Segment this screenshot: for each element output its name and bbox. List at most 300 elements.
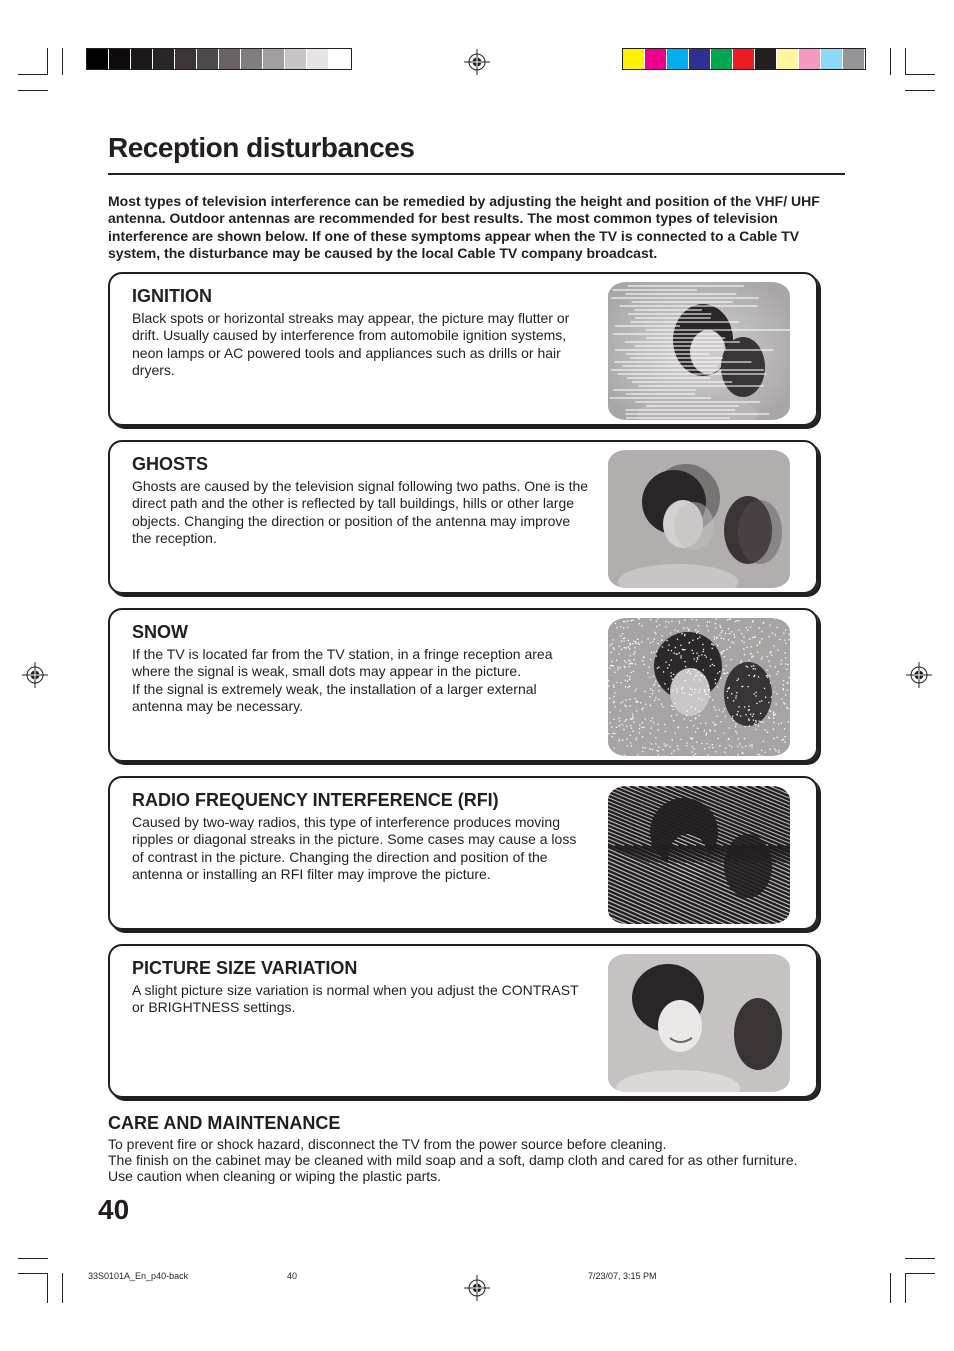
crop-mark: [18, 1258, 48, 1259]
snow-dot: [729, 745, 730, 746]
snow-dot: [644, 664, 645, 665]
snow-dot: [767, 677, 768, 678]
snow-dot: [625, 706, 626, 707]
snow-dot: [675, 647, 676, 648]
snow-dot: [642, 736, 643, 737]
snow-dot: [613, 687, 614, 688]
snow-dot: [684, 680, 685, 681]
snow-dot: [669, 664, 670, 665]
snow-dot: [707, 755, 708, 756]
snow-dot: [641, 642, 642, 643]
snow-dot: [684, 634, 685, 635]
snow-dot: [769, 718, 770, 719]
snow-dot: [760, 721, 761, 722]
snow-dot: [728, 739, 729, 740]
snow-dot: [783, 688, 784, 689]
snow-dot: [609, 753, 610, 754]
snow-dot: [761, 750, 762, 751]
snow-dot: [644, 691, 645, 692]
snow-dot: [784, 652, 785, 653]
snow-dot: [784, 728, 785, 729]
snow-dot: [692, 737, 693, 738]
snow-dot: [712, 648, 713, 649]
snow-dot: [684, 649, 685, 650]
snow-dot: [770, 682, 771, 683]
section-body: [132, 982, 590, 1017]
snow-dot: [694, 658, 695, 659]
snow-dot: [678, 621, 679, 622]
snow-dot: [733, 700, 734, 701]
section-paragraph: Ghosts are caused by the television signal following two paths. One is the direct path and the other is reflected by tall buildings, hills or other large objects. Changing the direction or position of the antenna may improve the reception.: [132, 478, 589, 547]
snow-dot: [738, 678, 739, 679]
snow-dot: [638, 642, 639, 643]
snow-dot: [673, 720, 674, 721]
snow-dot: [611, 622, 612, 623]
snow-dot: [735, 726, 736, 727]
snow-dot: [766, 675, 767, 676]
snow-dot: [612, 665, 613, 666]
snow-dot: [678, 749, 679, 750]
color-swatch: [645, 49, 667, 69]
snow-dot: [758, 676, 759, 677]
snow-dot: [764, 729, 765, 730]
snow-dot: [735, 724, 736, 725]
snow-dot: [781, 663, 782, 664]
snow-dot: [642, 708, 643, 709]
snow-dot: [667, 667, 668, 668]
snow-dot: [681, 688, 682, 689]
color-swatch: [843, 49, 865, 69]
snow-dot: [724, 708, 725, 709]
snow-dot: [721, 632, 722, 633]
snow-dot: [620, 710, 621, 711]
snow-dot: [729, 727, 730, 728]
snow-dot: [665, 731, 666, 732]
snow-dot: [628, 666, 629, 667]
snow-dot: [775, 634, 776, 635]
snow-dot: [676, 653, 677, 654]
snow-dot: [655, 633, 656, 634]
snow-dot: [656, 626, 657, 627]
snow-dot: [630, 705, 631, 706]
snow-dot: [640, 702, 641, 703]
snow-dot: [645, 718, 646, 719]
snow-dot: [613, 702, 614, 703]
section-ignition: [108, 272, 818, 426]
snow-dot: [788, 677, 789, 678]
snow-dot: [662, 749, 663, 750]
snow-dot: [630, 735, 631, 736]
snow-dot: [744, 654, 745, 655]
snow-dot: [634, 647, 635, 648]
section-paragraph: Black spots or horizontal streaks may appear, the picture may flutter or drift. Usually caused by interference from automobile ignition systems, neon lamps or AC powered tools and appliances such as drills or hair dryers.: [132, 310, 570, 379]
snow-dot: [745, 746, 746, 747]
snow-dot: [665, 621, 666, 622]
snow-dot: [613, 696, 614, 697]
snow-dot: [696, 619, 697, 620]
snow-dot: [612, 639, 613, 640]
snow-dot: [714, 638, 715, 639]
snow-dot: [672, 679, 673, 680]
footer-timestamp: 7/23/07, 3:15 PM: [588, 1271, 657, 1281]
snow-dot: [753, 656, 754, 657]
snow-dot: [631, 719, 632, 720]
snow-dot: [635, 739, 636, 740]
color-swatch: [623, 49, 645, 69]
snow-dot: [708, 630, 709, 631]
snow-dot: [741, 633, 742, 634]
snow-dot: [657, 724, 658, 725]
snow-dot: [742, 747, 743, 748]
snow-dot: [698, 655, 699, 656]
snow-dot: [717, 645, 718, 646]
snow-dot: [695, 717, 696, 718]
crop-mark: [47, 1273, 48, 1303]
snow-dot: [655, 697, 656, 698]
ignition-interference-photo: [608, 282, 790, 420]
snow-dot: [618, 718, 619, 719]
snow-dot: [783, 632, 784, 633]
snow-dot: [788, 620, 789, 621]
snow-dot: [756, 692, 757, 693]
intro-paragraph: Most types of television interference can be remedied by adjusting the height and position of the VHF/ UHF antenna. Outdoor antennas are recommended for best results. The most common types of television interference are shown below. If one of these symptoms appear when the TV is connected to a Cable TV system, the disturbance may be caused by the local Cable TV company broadcast.: [108, 193, 820, 261]
section-heading: SNOW: [132, 622, 188, 642]
snow-dot: [653, 685, 654, 686]
snow-dot: [752, 716, 753, 717]
snow-dot: [677, 639, 678, 640]
snow-dot: [689, 694, 690, 695]
snow-dot: [788, 639, 789, 640]
snow-dot: [684, 620, 685, 621]
snow-dot: [775, 714, 776, 715]
snow-dot: [658, 685, 659, 686]
snow-dot: [677, 691, 678, 692]
snow-dot: [755, 722, 756, 723]
snow-dot: [762, 657, 763, 658]
snow-dot: [668, 644, 669, 645]
snow-dot: [662, 706, 663, 707]
footer-file-name: 33S0101A_En_p40-back: [88, 1271, 189, 1281]
snow-dot: [768, 661, 769, 662]
snow-dot: [770, 711, 771, 712]
snow-dot: [625, 686, 626, 687]
snow-dot: [698, 698, 699, 699]
snow-dot: [610, 652, 611, 653]
snow-dot: [651, 743, 652, 744]
snow-dot: [675, 733, 676, 734]
snow-dot: [693, 679, 694, 680]
snow-dot: [714, 730, 715, 731]
snow-dot: [608, 733, 609, 734]
snow-dot: [643, 656, 644, 657]
snow-dot: [730, 647, 731, 648]
snow-dot: [704, 691, 705, 692]
snow-dot: [774, 691, 775, 692]
snow-dot: [625, 680, 626, 681]
snow-dot: [720, 627, 721, 628]
snow-dot: [654, 632, 655, 633]
snow-dot: [697, 675, 698, 676]
snow-dot: [718, 738, 719, 739]
snow-dot: [753, 665, 754, 666]
snow-dot: [731, 659, 732, 660]
snow-dot: [727, 688, 728, 689]
color-swatch: [307, 49, 329, 69]
color-swatch: [285, 49, 307, 69]
snow-dot: [773, 722, 774, 723]
snow-dot: [728, 628, 729, 629]
snow-dot: [761, 631, 762, 632]
snow-dot: [736, 714, 737, 715]
snow-noise-photo: [608, 618, 790, 756]
snow-dot: [636, 701, 637, 702]
snow-dot: [679, 622, 680, 623]
snow-dot: [744, 706, 745, 707]
snow-dot: [610, 665, 611, 666]
snow-dot: [679, 652, 680, 653]
snow-dot: [762, 722, 763, 723]
snow-dot: [632, 643, 633, 644]
snow-dot: [723, 673, 724, 674]
snow-dot: [749, 675, 750, 676]
snow-dot: [715, 751, 716, 752]
snow-dot: [728, 639, 729, 640]
snow-dot: [695, 731, 696, 732]
snow-dot: [773, 712, 774, 713]
snow-dot: [735, 697, 736, 698]
snow-dot: [710, 665, 711, 666]
snow-dot: [627, 745, 628, 746]
snow-dot: [716, 618, 717, 619]
snow-dot: [624, 755, 625, 756]
snow-dot: [694, 668, 695, 669]
snow-dot: [747, 630, 748, 631]
snow-dot: [614, 747, 615, 748]
color-swatch: [219, 49, 241, 69]
snow-dot: [785, 657, 786, 658]
snow-dot: [674, 630, 675, 631]
color-swatch: [175, 49, 197, 69]
snow-dot: [623, 627, 624, 628]
crop-mark: [47, 48, 48, 75]
snow-dot: [752, 620, 753, 621]
color-swatch: [667, 49, 689, 69]
snow-dot: [723, 638, 724, 639]
snow-dot: [650, 705, 651, 706]
snow-dot: [614, 649, 615, 650]
snow-dot: [680, 657, 681, 658]
snow-dot: [747, 666, 748, 667]
snow-dot: [642, 747, 643, 748]
snow-dot: [626, 726, 627, 727]
snow-dot: [714, 636, 715, 637]
snow-dot: [784, 619, 785, 620]
snow-dot: [626, 647, 627, 648]
snow-dot: [658, 729, 659, 730]
snow-dot: [712, 747, 713, 748]
snow-dot: [751, 666, 752, 667]
registration-mark-icon: [464, 49, 490, 75]
snow-dot: [695, 753, 696, 754]
snow-dot: [614, 733, 615, 734]
snow-dot: [690, 737, 691, 738]
snow-dot: [752, 621, 753, 622]
snow-dot: [702, 644, 703, 645]
snow-dot: [713, 722, 714, 723]
snow-dot: [755, 636, 756, 637]
snow-dot: [751, 646, 752, 647]
section-rfi: [108, 776, 818, 930]
snow-dot: [650, 619, 651, 620]
snow-dot: [658, 690, 659, 691]
snow-dot: [632, 663, 633, 664]
snow-dot: [773, 645, 774, 646]
snow-dot: [630, 661, 631, 662]
snow-dot: [770, 666, 771, 667]
snow-dot: [749, 745, 750, 746]
snow-dot: [668, 622, 669, 623]
snow-dot: [759, 641, 760, 642]
snow-dot: [628, 646, 629, 647]
snow-dot: [724, 751, 725, 752]
crop-mark: [18, 90, 48, 91]
crop-mark: [62, 48, 63, 75]
snow-dot: [650, 733, 651, 734]
snow-dot: [742, 752, 743, 753]
snow-dot: [753, 668, 754, 669]
snow-dot: [691, 619, 692, 620]
snow-dot: [656, 655, 657, 656]
snow-dot: [703, 669, 704, 670]
snow-dot: [642, 660, 643, 661]
registration-mark-icon: [22, 662, 48, 688]
snow-dot: [652, 690, 653, 691]
snow-dot: [761, 755, 762, 756]
snow-dot: [614, 672, 615, 673]
snow-dot: [627, 627, 628, 628]
crop-mark: [62, 1273, 63, 1303]
snow-dot: [769, 710, 770, 711]
snow-dot: [634, 652, 635, 653]
snow-dot: [631, 620, 632, 621]
snow-dot: [786, 689, 787, 690]
registration-mark-icon: [464, 1275, 490, 1301]
snow-dot: [781, 698, 782, 699]
snow-dot: [625, 699, 626, 700]
snow-dot: [673, 690, 674, 691]
snow-dot: [628, 659, 629, 660]
snow-dot: [765, 697, 766, 698]
snow-dot: [700, 723, 701, 724]
section-snow: [108, 608, 818, 762]
snow-dot: [703, 649, 704, 650]
snow-dot: [725, 665, 726, 666]
snow-dot: [784, 736, 785, 737]
snow-dot: [787, 708, 788, 709]
snow-dot: [753, 720, 754, 721]
snow-dot: [709, 696, 710, 697]
snow-dot: [759, 643, 760, 644]
snow-dot: [723, 650, 724, 651]
snow-dot: [686, 627, 687, 628]
snow-dot: [717, 673, 718, 674]
snow-dot: [777, 650, 778, 651]
snow-dot: [755, 724, 756, 725]
snow-dot: [635, 643, 636, 644]
snow-dot: [750, 626, 751, 627]
snow-dot: [612, 733, 613, 734]
snow-dot: [701, 743, 702, 744]
snow-dot: [785, 629, 786, 630]
snow-dot: [750, 653, 751, 654]
snow-dot: [686, 715, 687, 716]
snow-dot: [784, 703, 785, 704]
snow-dot: [720, 652, 721, 653]
snow-dot: [608, 680, 609, 681]
color-swatch: [689, 49, 711, 69]
snow-dot: [624, 647, 625, 648]
snow-dot: [778, 618, 779, 619]
snow-dot: [627, 675, 628, 676]
snow-dot: [662, 646, 663, 647]
snow-dot: [699, 636, 700, 637]
snow-dot: [658, 667, 659, 668]
snow-dot: [719, 625, 720, 626]
snow-dot: [748, 710, 749, 711]
snow-dot: [727, 691, 728, 692]
snow-dot: [716, 637, 717, 638]
snow-dot: [773, 718, 774, 719]
snow-dot: [778, 750, 779, 751]
snow-dot: [614, 692, 615, 693]
snow-dot: [787, 664, 788, 665]
snow-dot: [755, 729, 756, 730]
snow-dot: [736, 695, 737, 696]
snow-dot: [732, 716, 733, 717]
snow-dot: [620, 702, 621, 703]
snow-dot: [737, 754, 738, 755]
snow-dot: [620, 682, 621, 683]
color-swatch: [153, 49, 175, 69]
snow-dot: [729, 633, 730, 634]
snow-dot: [652, 641, 653, 642]
snow-dot: [652, 749, 653, 750]
page-title: Reception disturbances: [108, 132, 415, 163]
snow-dot: [684, 635, 685, 636]
snow-dot: [741, 660, 742, 661]
snow-dot: [683, 649, 684, 650]
snow-dot: [634, 659, 635, 660]
snow-dot: [656, 651, 657, 652]
snow-dot: [629, 699, 630, 700]
snow-dot: [740, 662, 741, 663]
snow-dot: [710, 730, 711, 731]
snow-dot: [768, 716, 769, 717]
snow-dot: [649, 666, 650, 667]
snow-dot: [615, 706, 616, 707]
snow-dot: [712, 744, 713, 745]
snow-dot: [764, 688, 765, 689]
snow-dot: [663, 671, 664, 672]
snow-dot: [688, 630, 689, 631]
snow-dot: [635, 663, 636, 664]
snow-dot: [727, 672, 728, 673]
snow-dot: [655, 681, 656, 682]
snow-dot: [673, 709, 674, 710]
snow-dot: [641, 709, 642, 710]
snow-dot: [649, 748, 650, 749]
snow-dot: [692, 746, 693, 747]
